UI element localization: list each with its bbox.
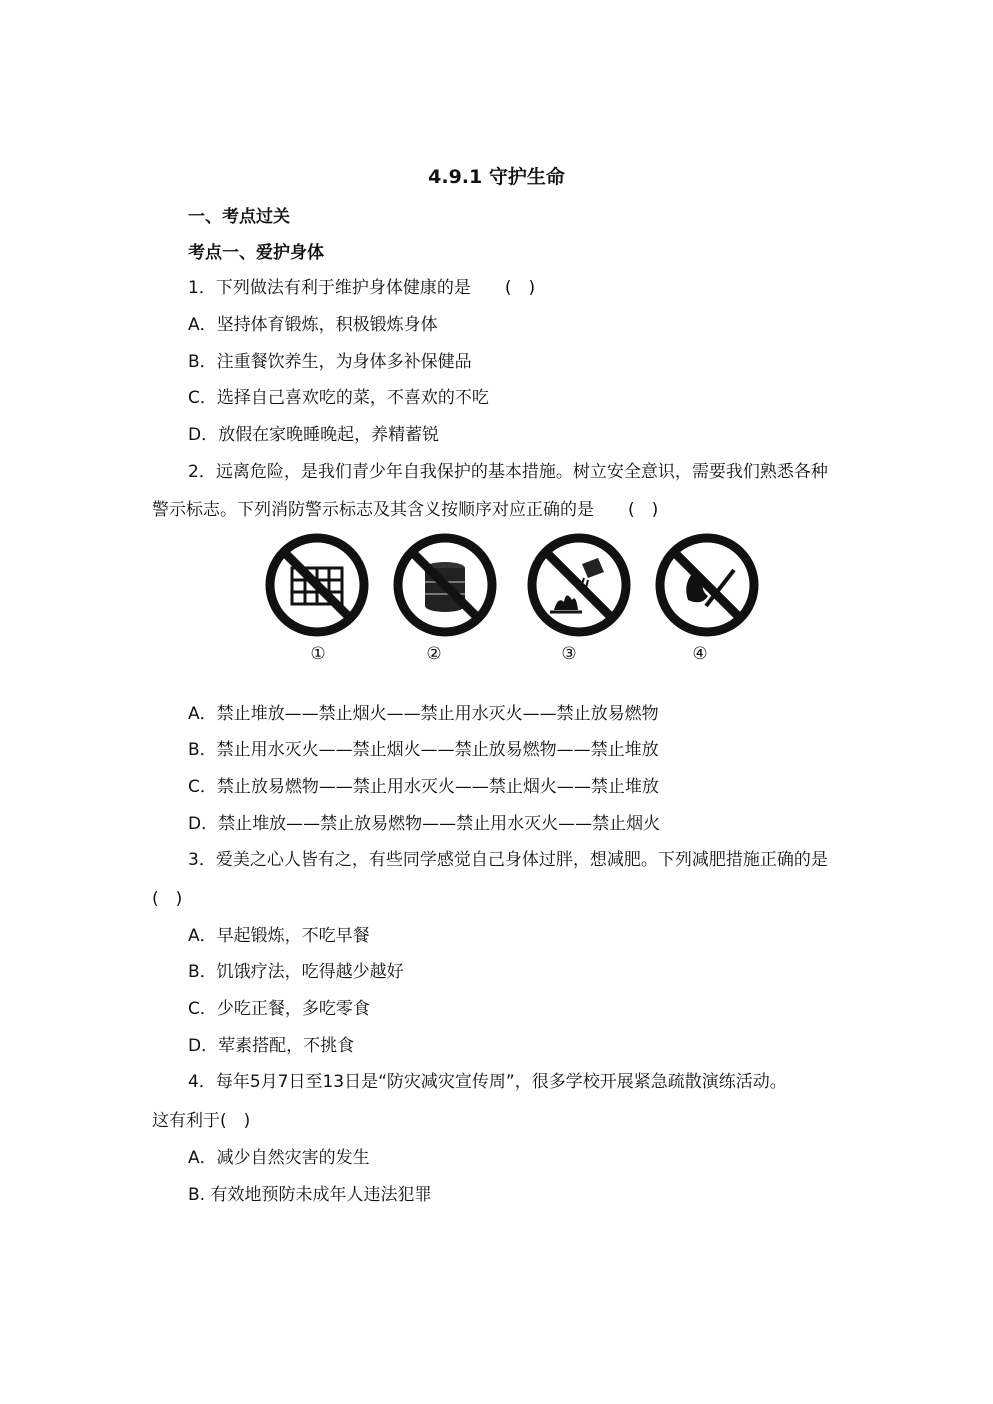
question-1-stem: 1．下列做法有利于维护身体健康的是 ( ) [188,278,536,298]
section-heading: 一、考点过关 [188,207,290,227]
question-4-option-b: B. 有效地预防未成年人违法犯罪 [188,1185,432,1205]
sign-label-1: ① [310,644,326,664]
question-4-stem-line-2: 这有利于( ) [152,1111,251,1131]
subsection-heading: 考点一、爱护身体 [188,243,324,263]
question-3-option-d: D．荤素搭配，不挑食 [188,1036,355,1056]
sign-label-3: ③ [561,644,577,664]
question-3-stem-line-2: ( ) [152,889,183,909]
sign-label-4: ④ [692,644,708,664]
question-2-stem-line-2: 警示标志。下列消防警示标志及其含义按顺序对应正确的是 ( ) [152,500,659,520]
question-1-option-c: C．选择自己喜欢吃的菜，不喜欢的不吃 [188,388,489,408]
question-2-option-b: B．禁止用水灭火——禁止烟火——禁止放易燃物——禁止堆放 [188,740,659,760]
question-2-option-a: A．禁止堆放——禁止烟火——禁止用水灭火——禁止放易燃物 [188,704,659,724]
warning-signs-figure [262,530,767,670]
question-1-option-b: B．注重餐饮养生，为身体多补保健品 [188,352,472,372]
sign-label-2: ② [426,644,442,664]
no-stacking-sign-icon [262,530,372,640]
question-1-option-a: A．坚持体育锻炼，积极锻炼身体 [188,315,438,335]
question-2-option-c: C．禁止放易燃物——禁止用水灭火——禁止烟火——禁止堆放 [188,777,659,797]
no-water-extinguishing-sign-icon [524,530,634,640]
page-title: 4.9.1 守护生命 [428,166,565,188]
question-2-option-d: D．禁止堆放——禁止放易燃物——禁止用水灭火——禁止烟火 [188,814,661,834]
question-4-stem-line-1: 4．每年5月7日至13日是“防灾减灾宣传周”，很多学校开展紧急疏散演练活动。 [188,1072,787,1092]
question-4-option-a: A．减少自然灾害的发生 [188,1148,370,1168]
question-2-stem-line-1: 2．远离危险，是我们青少年自我保护的基本措施。树立安全意识，需要我们熟悉各种 [188,462,828,482]
question-1-option-d: D．放假在家晚睡晚起，养精蓄锐 [188,425,440,445]
no-flammables-sign-icon [390,530,500,640]
question-3-option-c: C．少吃正餐，多吃零食 [188,999,370,1019]
question-3-option-b: B．饥饿疗法，吃得越少越好 [188,962,404,982]
no-fire-sign-icon [652,530,762,640]
question-3-option-a: A．早起锻炼，不吃早餐 [188,926,370,946]
question-3-stem-line-1: 3．爱美之心人皆有之，有些同学感觉自己身体过胖，想减肥。下列减肥措施正确的是 [188,850,828,870]
